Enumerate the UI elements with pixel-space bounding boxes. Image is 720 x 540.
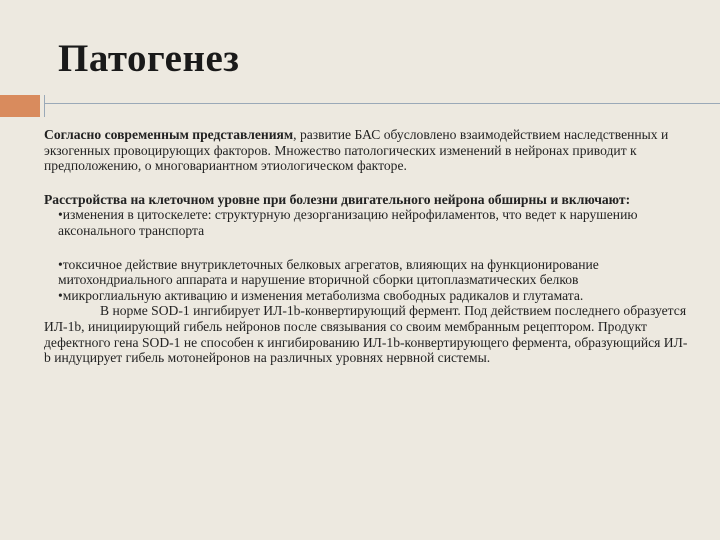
slide-body xyxy=(44,127,694,366)
title-rule xyxy=(44,103,720,104)
title-rule-vertical xyxy=(44,95,45,117)
accent-block xyxy=(0,95,40,117)
closing-paragraph: В норме SOD-1 ингибирует ИЛ-1b-конвертирующий фермент. Под действием последнего образуется ИЛ-1b, инициирующий гибель нейронов после связывания со своим мембранным рецептором. Продукт дефектного гена SOD-1 не способен к ингибированию ИЛ-1b-конвертирующего фермента, образующийся ИЛ-b индуцирует гибель мотонейронов на различных уровнях нервной системы. xyxy=(44,303,688,366)
disorders-paragraph xyxy=(44,192,694,239)
slide-title: Патогенез xyxy=(58,37,240,80)
bullet-item-1: •изменения в цитоскелете: структурную дезорганизацию нейрофиламентов, что ведет к нарушению аксонального транспорта xyxy=(58,207,638,238)
intro-bold-text: Согласно современным представлениям xyxy=(44,127,294,142)
intro-paragraph xyxy=(44,127,694,174)
intro-text: , развитие БАС обусловлено взаимодействием наследственных и экзогенных провоцирующих факторов. Множество патологических изменений в нейронах приводит к предположению, о многовариантном этиологическом факторе. xyxy=(44,127,669,174)
disorders-heading: Расстройства на клеточном уровне при болезни двигательного нейрона обширны и включают: xyxy=(44,191,631,207)
bullet-item-2: •токсичное действие внутриклеточных белковых агрегатов, влияющих на функционирование митохондриального аппарата и нарушение вторичной сборки цитоплазматических белков xyxy=(58,256,599,288)
mechanisms-paragraph xyxy=(44,257,694,366)
bullet-item-3: •микроглиальную активацию и изменения метаболизма свободных радикалов и глутамата. xyxy=(58,287,584,303)
